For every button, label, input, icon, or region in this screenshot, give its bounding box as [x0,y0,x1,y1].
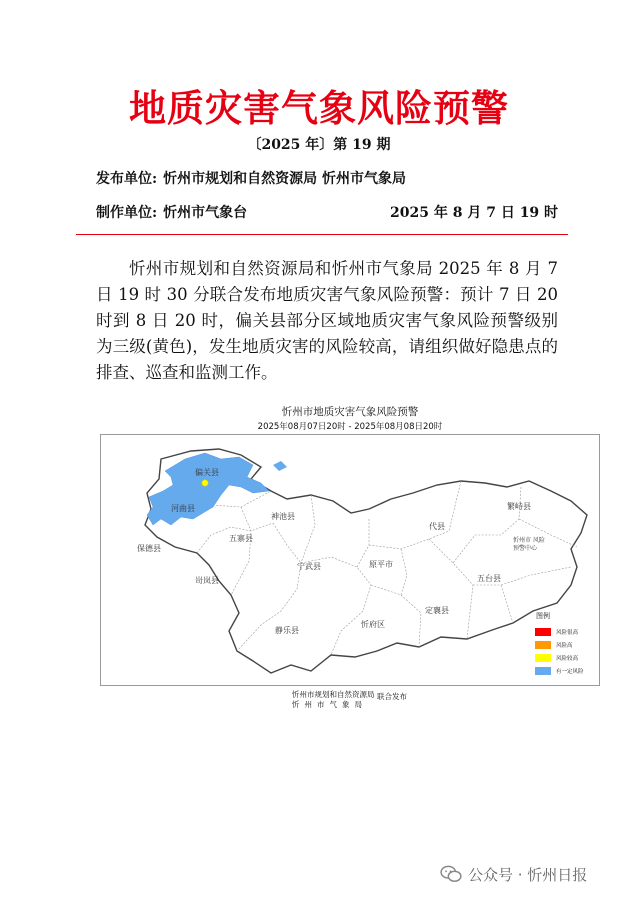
producer-label: 制作单位: [96,205,158,221]
risk-area-blue-islet [273,461,287,471]
footer-text: 公众号 · 忻州日报 [468,865,588,884]
county-label: 神池县 [271,512,295,521]
county-label-small: 忻州市 风险预警中心 [513,537,545,552]
wechat-icon [440,865,462,883]
map-credit-line1: 忻州市规划和自然资源局 [292,690,375,699]
map-subtitle: 2025年08月07日20时 - 2025年08月08日20时 [257,422,443,432]
county-label: 五寨县 [229,534,253,543]
legend-label: 有一定风险 [556,668,584,675]
county-label: 原平市 [369,560,393,569]
publisher-label: 发布单位: [96,171,158,187]
county-label: 保德县 [137,544,161,553]
producer-value: 忻州市气象台 [163,205,248,221]
warning-map [100,398,600,688]
risk-area-yellow [202,480,208,486]
issue-number: 〔2025 年〕第 19 期 [247,137,391,153]
publish-date: 2025 年 8 月 7 日 19 时 [390,205,559,221]
county-label: 宁武县 [297,562,321,571]
legend-title: 图例 [536,612,550,620]
legend-label: 风险很高 [556,629,579,636]
legend-swatch [535,667,551,675]
body-paragraph: 忻州市规划和自然资源局和忻州市气象局 2025 年 8 月 7 日 19 时 30 分联合发布地质灾害气象风险预警：预计 7 日 20 时到 8 日 20 时，偏关县部分区域地质灾害气象风险预警级别为三级(黄色)，发生地质灾害的风险较高，请组织做好隐患点的排查、巡查和监测工作。 [96,259,558,382]
legend-swatch [535,628,551,636]
county-label: 繁峙县 [507,502,531,511]
document-title: 地质灾害气象风险预警 [129,86,509,130]
producer-line [96,202,247,222]
county-label: 静乐县 [275,626,299,635]
footer-watermark [440,863,587,885]
county-label: 代县 [429,522,445,531]
county-label: 河曲县 [171,504,195,513]
legend-item [533,664,595,677]
legend-item [533,638,595,651]
map-legend [533,611,595,679]
legend-swatch [535,654,551,662]
county-label: 忻府区 [361,620,385,629]
map-shape [101,435,599,685]
county-label: 定襄县 [425,606,449,615]
map-frame [100,434,600,686]
red-divider [76,234,568,235]
county-label: 岢岚县 [195,576,219,585]
county-label: 五台县 [477,574,501,583]
legend-swatch [535,641,551,649]
publisher-line [96,168,406,188]
map-credit-joint: 联合发布 [377,692,407,701]
map-title: 忻州市地质灾害气象风险预警 [281,406,419,418]
legend-item [533,625,595,638]
legend-label: 风险较高 [556,655,579,662]
county-label: 偏关县 [195,468,219,477]
legend-label: 风险高 [556,642,573,649]
legend-item [533,651,595,664]
publisher-value: 忻州市规划和自然资源局 忻州市气象局 [163,171,407,187]
map-credit-line2: 忻州市气象局 [292,700,367,709]
